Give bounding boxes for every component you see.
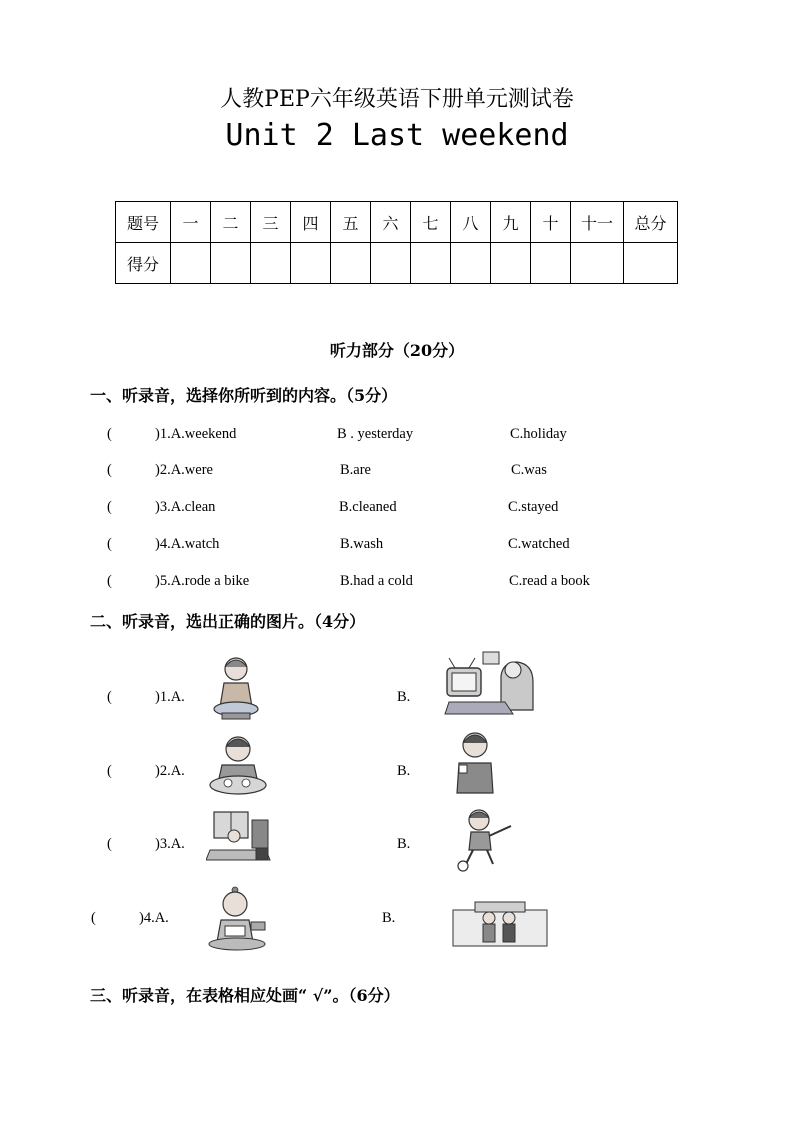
option-a: )4.A.watch bbox=[155, 536, 220, 552]
score-cell: 十一 bbox=[571, 202, 624, 243]
kids-at-cinema-icon bbox=[451, 896, 549, 948]
option-a-label: )4.A. bbox=[139, 910, 169, 926]
answer-paren[interactable]: ( bbox=[107, 763, 112, 779]
score-input-cell[interactable] bbox=[531, 243, 571, 284]
option-a-label: )2.A. bbox=[155, 763, 185, 779]
score-input-cell[interactable] bbox=[451, 243, 491, 284]
option-b-label: B. bbox=[397, 836, 411, 852]
section2-title: 二、听录音，选出正确的图片。（4分） bbox=[90, 612, 366, 631]
woman-washing-dishes-icon bbox=[204, 733, 272, 799]
score-input-cell[interactable] bbox=[491, 243, 531, 284]
option-a-label: )3.A. bbox=[155, 836, 185, 852]
score-input-cell[interactable] bbox=[331, 243, 371, 284]
score-input-cell[interactable] bbox=[291, 243, 331, 284]
score-input-cell[interactable] bbox=[624, 243, 678, 284]
score-input-cell[interactable] bbox=[171, 243, 211, 284]
score-table-score-row bbox=[116, 243, 678, 284]
score-cell: 九 bbox=[491, 202, 531, 243]
option-b: B . yesterday bbox=[337, 426, 414, 442]
score-cell: 四 bbox=[291, 202, 331, 243]
option-b: B.had a cold bbox=[340, 573, 413, 589]
answer-paren[interactable]: ( bbox=[107, 426, 112, 442]
answer-paren[interactable]: ( bbox=[107, 499, 112, 515]
option-a: )5.A.rode a bike bbox=[155, 573, 250, 589]
score-cell: 三 bbox=[251, 202, 291, 243]
answer-paren[interactable]: ( bbox=[107, 536, 112, 552]
option-c: C.watched bbox=[508, 536, 570, 552]
boy-playing-football-icon bbox=[455, 808, 515, 872]
woman-watching-tv-icon bbox=[443, 648, 539, 718]
score-cell: 八 bbox=[451, 202, 491, 243]
score-cell: 二 bbox=[211, 202, 251, 243]
option-b-label: B. bbox=[382, 910, 396, 926]
option-a: )1.A.weekend bbox=[155, 426, 237, 442]
boy-cleaning-room-icon bbox=[206, 808, 274, 864]
answer-paren[interactable]: ( bbox=[107, 689, 112, 705]
option-c: C.read a book bbox=[509, 573, 590, 589]
score-cell: 一 bbox=[171, 202, 211, 243]
score-table bbox=[115, 201, 678, 284]
option-a-label: )1.A. bbox=[155, 689, 185, 705]
option-b: B.cleaned bbox=[339, 499, 397, 515]
score-cell: 六 bbox=[371, 202, 411, 243]
score-cell: 七 bbox=[411, 202, 451, 243]
score-input-cell[interactable] bbox=[251, 243, 291, 284]
girl-washing-clothes-icon bbox=[208, 653, 264, 723]
option-c: C.holiday bbox=[510, 426, 567, 442]
answer-paren[interactable]: ( bbox=[107, 836, 112, 852]
score-cell: 十 bbox=[531, 202, 571, 243]
score-table-header-row bbox=[116, 202, 678, 243]
option-b-label: B. bbox=[397, 689, 411, 705]
score-input-cell[interactable] bbox=[211, 243, 251, 284]
woman-drinking-tea-icon bbox=[451, 729, 497, 795]
answer-paren[interactable]: ( bbox=[107, 573, 112, 589]
score-input-cell[interactable] bbox=[411, 243, 451, 284]
score-cell: 题号 bbox=[116, 202, 171, 243]
score-input-cell[interactable] bbox=[571, 243, 624, 284]
listening-part-title: 听力部分（20分） bbox=[329, 341, 465, 360]
answer-paren[interactable]: ( bbox=[107, 462, 112, 478]
score-cell: 总分 bbox=[624, 202, 678, 243]
score-cell: 五 bbox=[331, 202, 371, 243]
option-c: C.stayed bbox=[508, 499, 559, 515]
option-a: )2.A.were bbox=[155, 462, 213, 478]
page-title-cn: 人教PEP六年级英语下册单元测试卷 bbox=[220, 87, 574, 112]
girl-reading-book-icon bbox=[205, 886, 269, 952]
option-b-label: B. bbox=[397, 763, 411, 779]
section3-title: 三、听录音，在表格相应处画“ √”。（6分） bbox=[90, 986, 400, 1005]
option-a: )3.A.clean bbox=[155, 499, 216, 515]
score-input-cell[interactable] bbox=[371, 243, 411, 284]
page-title-en: Unit 2 Last weekend bbox=[225, 118, 569, 153]
score-row-label: 得分 bbox=[116, 243, 171, 284]
option-b: B.are bbox=[340, 462, 371, 478]
section1-title: 一、听录音，选择你所听到的内容。（5分） bbox=[90, 386, 398, 405]
option-c: C.was bbox=[511, 462, 547, 478]
option-b: B.wash bbox=[340, 536, 384, 552]
answer-paren[interactable]: ( bbox=[91, 910, 96, 926]
